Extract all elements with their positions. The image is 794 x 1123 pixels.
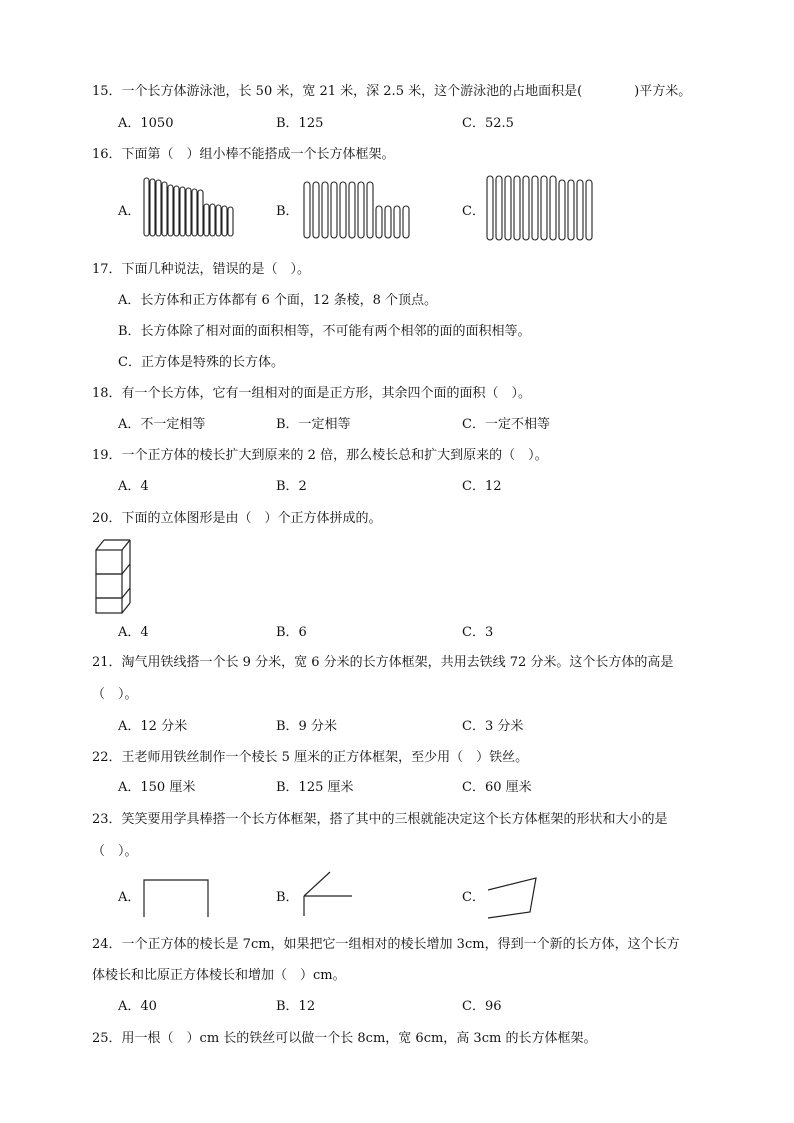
q15-option-a[interactable]: A．1050 xyxy=(118,116,174,131)
q20-stacked-cubes-figure xyxy=(94,538,134,616)
q20-option-a[interactable]: A．4 xyxy=(118,625,149,640)
q16-sticks-group-b xyxy=(300,180,416,242)
q16-sticks-group-a xyxy=(142,176,240,242)
q20-option-b[interactable]: B．6 xyxy=(276,625,307,640)
q18-option-b[interactable]: B．一定相等 xyxy=(276,417,351,432)
q25-stem: 25．用一根（ ）cm 长的铁丝可以做一个长 8cm，宽 6cm，高 3cm 的长方体框架。 xyxy=(92,1031,597,1046)
q17-stem: 17．下面几种说法，错误的是（ ）。 xyxy=(92,262,311,277)
q20-option-c[interactable]: C．3 xyxy=(462,625,494,640)
q19-stem: 19．一个正方体的棱长扩大到原来的 2 倍，那么棱长总和扩大到原来的（ ）。 xyxy=(92,448,548,463)
q23-stem-line2: （ ）。 xyxy=(92,844,138,859)
q23-option-a[interactable]: A． xyxy=(118,890,141,905)
q24-option-b[interactable]: B．12 xyxy=(276,999,316,1014)
q16-sticks-group-c xyxy=(484,174,612,244)
q17-option-b[interactable]: B．长方体除了相对面的面积相等，不可能有两个相邻的面的面积相等。 xyxy=(118,324,531,339)
q15-option-b[interactable]: B．125 xyxy=(276,116,324,131)
q16-option-c[interactable]: C． xyxy=(462,204,485,219)
q23-figure-a xyxy=(140,876,212,920)
q24-stem-line2: 体棱长和比原正方体棱长和增加（ ）cm。 xyxy=(92,968,346,983)
q21-stem-line1: 21．淘气用铁线搭一个长 9 分米，宽 6 分米的长方体框架，共用去铁线 72 分米。这个长方体的高是 xyxy=(92,655,674,670)
q22-option-a[interactable]: A．150 厘米 xyxy=(118,780,196,795)
q16-option-a[interactable]: A． xyxy=(118,204,141,219)
q24-stem-line1: 24．一个正方体的棱长是 7cm，如果把它一组相对的棱长增加 3cm，得到一个新的长方体，这个长方 xyxy=(92,937,680,952)
q19-option-c[interactable]: C．12 xyxy=(462,479,502,494)
q23-figure-c xyxy=(484,874,540,922)
q23-option-b[interactable]: B． xyxy=(276,890,299,905)
q21-option-a[interactable]: A．12 分米 xyxy=(118,719,188,734)
q20-stem: 20．下面的立体图形是由（ ）个正方体拼成的。 xyxy=(92,511,382,526)
q18-option-c[interactable]: C．一定不相等 xyxy=(462,417,550,432)
q22-stem: 22．王老师用铁丝制作一个棱长 5 厘米的正方体框架，至少用（ ）铁丝。 xyxy=(92,750,529,765)
q18-option-a[interactable]: A．不一定相等 xyxy=(118,417,206,432)
q17-option-a[interactable]: A．长方体和正方体都有 6 个面，12 条棱，8 个顶点。 xyxy=(118,293,438,308)
q15-stem: 15．一个长方体游泳池，长 50 米，宽 21 米，深 2.5 米，这个游泳池的占地面积是( )平方米。 xyxy=(92,84,692,99)
q22-option-b[interactable]: B．125 厘米 xyxy=(276,780,354,795)
q23-option-c[interactable]: C． xyxy=(462,890,485,905)
q21-option-c[interactable]: C．3 分米 xyxy=(462,719,524,734)
q18-stem: 18．有一个长方体，它有一组相对的面是正方形，其余四个面的面积（ ）。 xyxy=(92,386,532,401)
q23-figure-b xyxy=(300,868,356,920)
q16-stem: 16．下面第（ ）组小棒不能搭成一个长方体框架。 xyxy=(92,147,395,162)
q21-stem-line2: （ ）。 xyxy=(92,687,138,702)
q21-option-b[interactable]: B．9 分米 xyxy=(276,719,337,734)
q16-option-b[interactable]: B． xyxy=(276,204,299,219)
q24-option-a[interactable]: A．40 xyxy=(118,999,157,1014)
q19-option-a[interactable]: A．4 xyxy=(118,479,149,494)
q24-option-c[interactable]: C．96 xyxy=(462,999,502,1014)
q23-stem-line1: 23．笑笑要用学具棒搭一个长方体框架，搭了其中的三根就能决定这个长方体框架的形状和大小的是 xyxy=(92,812,668,827)
q22-option-c[interactable]: C．60 厘米 xyxy=(462,780,532,795)
q17-option-c[interactable]: C．正方体是特殊的长方体。 xyxy=(118,355,284,370)
q15-option-c[interactable]: C．52.5 xyxy=(462,116,514,131)
q19-option-b[interactable]: B．2 xyxy=(276,479,307,494)
